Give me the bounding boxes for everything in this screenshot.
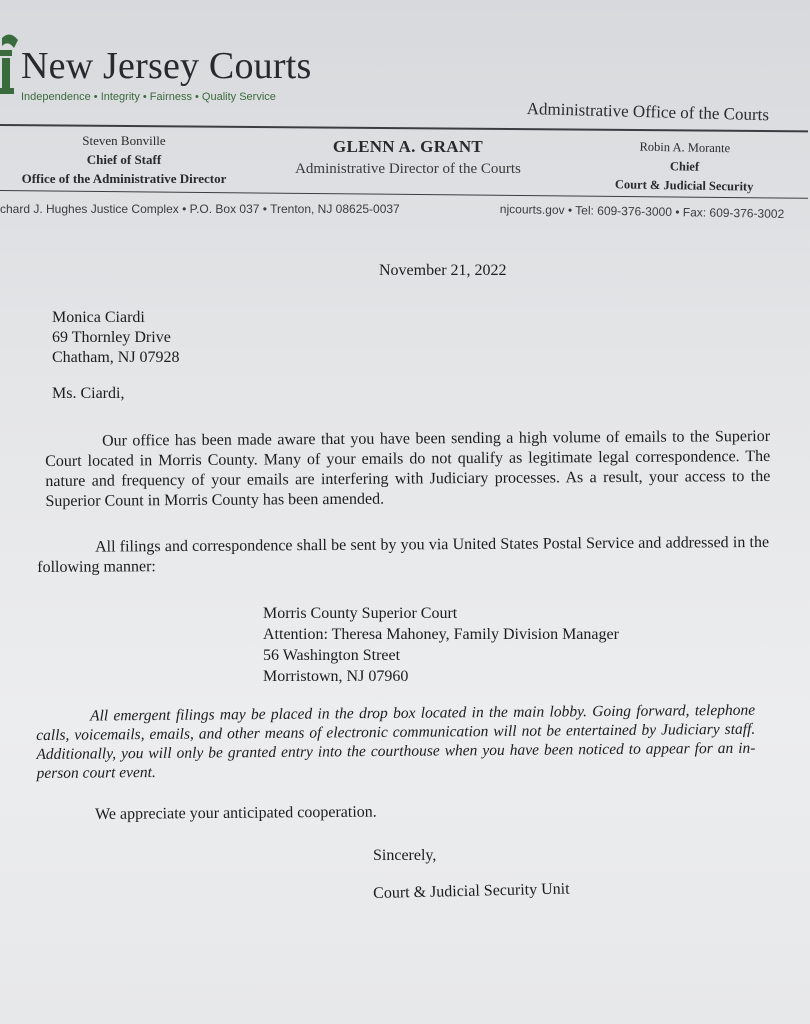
chief-of-staff-name: Steven Bonville (82, 133, 166, 148)
appreciation-line: We appreciate your anticipated cooperation. (95, 803, 377, 823)
letter-date: November 21, 2022 (379, 262, 507, 279)
court-address-line-4: Morristown, NJ 07960 (263, 668, 409, 685)
salutation: Ms. Ciardi, (52, 385, 125, 402)
contact-info: njcourts.gov • Tel: 609-376-3000 • Fax: 609-376-3002 (499, 202, 785, 221)
security-chief-title: Chief (669, 159, 700, 174)
recipient-street: 69 Thornley Drive (52, 329, 171, 346)
director-block (268, 136, 548, 180)
closing: Sincerely, (373, 847, 437, 864)
statue-logo-icon (0, 30, 20, 100)
chief-of-staff-block (0, 131, 248, 188)
brand-name: New Jersey Courts (21, 45, 312, 87)
security-chief-name: Robin A. Morante (639, 139, 731, 156)
recipient-city: Chatham, NJ 07928 (52, 349, 180, 366)
recipient-address (52, 308, 180, 368)
court-address-line-2: Attention: Theresa Mahoney, Family Division Manager (263, 626, 619, 643)
office-name: Administrative Office of the Courts (526, 99, 770, 125)
court-address-line-1: Morris County Superior Court (263, 605, 458, 622)
recipient-name: Monica Ciardi (52, 309, 145, 326)
court-address-line-3: 56 Washington Street (263, 647, 401, 664)
director-title: Administrative Director of the Courts (295, 161, 521, 177)
security-chief-block (601, 137, 768, 197)
paragraph-1: Our office has been made aware that you have been sending a high volume of emails to the Superior Court located in Morris County. Many of your emails do not qualify as legitimate legal correspondence. The nature and frequency of your emails are interfering with Judiciary processes. As a result, your access to the Superior Count in Morris County has been amended. (45, 427, 771, 510)
chief-of-staff-office: Office of the Administrative Director (21, 171, 227, 186)
director-name: GLENN A. GRANT (332, 137, 484, 156)
paragraph-3: All emergent filings may be placed in the drop box located in the main lobby. Going forward, telephone calls, voicemails, emails, and other means of electronic communication will not be entertained by Judiciary staff. Additionally, you will only be granted entry into the courthouse when you have been noticed to appear for an in-person court event. (36, 701, 756, 782)
chief-of-staff-title: Chief of Staff (86, 152, 162, 167)
signature-unit: Court & Judicial Security Unit (373, 880, 570, 902)
complex-address: chard J. Hughes Justice Complex • P.O. Box 037 • Trenton, NJ 08625-0037 (0, 202, 400, 216)
court-address (263, 603, 619, 687)
security-chief-office: Court & Judicial Security (614, 177, 754, 194)
brand-tagline: Independence • Integrity • Fairness • Quality Service (21, 91, 276, 103)
paragraph-2: All filings and correspondence shall be sent by you via United States Postal Service and addressed in the following manner: (37, 533, 770, 576)
